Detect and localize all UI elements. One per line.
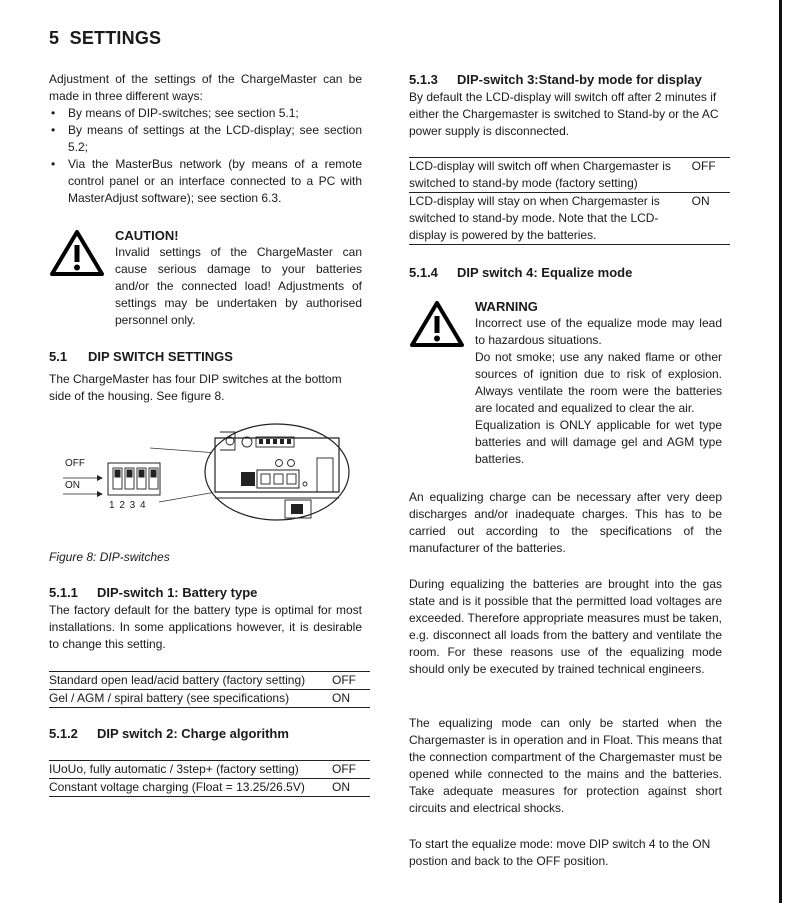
table-row: Standard open lead/acid battery (factory setting) OFF	[49, 672, 370, 690]
intro-block	[49, 71, 362, 207]
intro-text: Adjustment of the settings of the ChargeMaster can be made in three different ways:	[49, 72, 362, 103]
warning-line: Do not smoke; use any naked flame or other sources of ignition due to risk of explosion. Always ventilate the room were the batteries are located and equalized to clear the air.	[475, 350, 722, 415]
page-border	[779, 0, 782, 903]
caution-title: CAUTION!	[115, 228, 179, 243]
warning-icon	[409, 300, 465, 348]
table-row: LCD-display will switch off when Chargemaster is switched to stand-by mode (factory setting) OFF	[409, 158, 730, 193]
list-item: • Via the MasterBus network (by means of a remote control panel or an interface connected to a PC with MasterAdjust software); see section 6.3.	[49, 156, 362, 207]
warning-title: WARNING	[475, 299, 538, 314]
equalize-paragraph: To start the equalize mode: move DIP switch 4 to the ON postion and back to the OFF position.	[409, 837, 711, 868]
dip-switch-figure	[55, 420, 360, 525]
equalize-paragraph: The equalizing mode can only be started when the Chargemaster is in operation and in Float. This means that the connection compartment of the Chargemaster must be opened while connected to the mains and the batteries. Take adequate measures for protection against short circuits and electrical shocks.	[409, 716, 722, 815]
section-title: SETTINGS	[69, 28, 162, 48]
figure-caption: Figure 8: DIP-switches	[49, 550, 170, 564]
warning-line: Incorrect use of the equalize mode may lead to hazardous situations.	[475, 316, 722, 347]
standby-display-table	[409, 157, 730, 245]
section-5-1-1-text: The factory default for the battery type is optimal for most installations. In some applications however, it is desirable to change this setting.	[49, 603, 362, 651]
list-item: • By means of settings at the LCD-display; see section 5.2;	[49, 122, 362, 156]
section-5-1-3-heading: 5.1.3 DIP-switch 3:Stand-by mode for display	[409, 72, 702, 87]
battery-type-table	[49, 671, 370, 708]
dip-on-label: ON	[65, 480, 80, 491]
caution-icon	[49, 229, 105, 277]
equalize-paragraph: During equalizing the batteries are brought into the gas state and is it possible that the permitted load voltages are exceeded. Therefore appropriate measures must be taken, e.g. disconnect all loads from the battery and ventilate the room. For these reasons use of the equalizing mode should only be executed by trained technical engineers.	[409, 577, 722, 676]
section-5-1-text: The ChargeMaster has four DIP switches at the bottom side of the housing. See figure 8.	[49, 372, 342, 403]
table-row: IUoUo, fully automatic / 3step+ (factory setting) OFF	[49, 761, 370, 779]
section-5-1-1-heading: 5.1.1 DIP-switch 1: Battery type	[49, 585, 258, 600]
warning-block	[475, 298, 722, 468]
section-5-1-4-heading: 5.1.4 DIP switch 4: Equalize mode	[409, 265, 633, 280]
equalize-paragraph: An equalizing charge can be necessary after very deep discharges and/or inadequate charges. This has to be carried out according to the specifications of the manufacturer of the batteries.	[409, 490, 722, 555]
table-row: Constant voltage charging (Float = 13.25/26.5V) ON	[49, 780, 350, 794]
charge-algorithm-table	[49, 760, 370, 797]
section-5-1-2-heading: 5.1.2 DIP switch 2: Charge algorithm	[49, 726, 289, 741]
list-item: • By means of DIP-switches; see section 5.1;	[49, 105, 362, 122]
section-5-1-3-text: By default the LCD-display will switch off after 2 minutes if either the Chargemaster is switched to Stand-by or the AC power supply is disconnected.	[409, 90, 719, 138]
page-title	[49, 30, 161, 47]
section-5-1-heading: 5.1 DIP SWITCH SETTINGS	[49, 349, 233, 364]
dip-off-label: OFF	[65, 458, 85, 469]
intro-bullet-list	[49, 105, 362, 207]
table-row: Gel / AGM / spiral battery (see specifications) ON	[49, 691, 350, 705]
dip-switch-numbers: 1 2 3 4	[109, 500, 146, 511]
warning-line: Equalization is ONLY applicable for wet type batteries and will damage gel and AGM type batteries.	[475, 418, 722, 466]
section-number: 5	[49, 28, 60, 48]
table-row: LCD-display will stay on when Chargemaster is switched to stand-by mode. Note that the LCD-display is powered by the batteries. ON	[409, 194, 710, 242]
caution-block	[115, 227, 362, 329]
caution-text: Invalid settings of the ChargeMaster can cause serious damage to your batteries and/or the connected load! Adjustments of settings may be undertaken by authorised personnel only.	[115, 245, 362, 327]
